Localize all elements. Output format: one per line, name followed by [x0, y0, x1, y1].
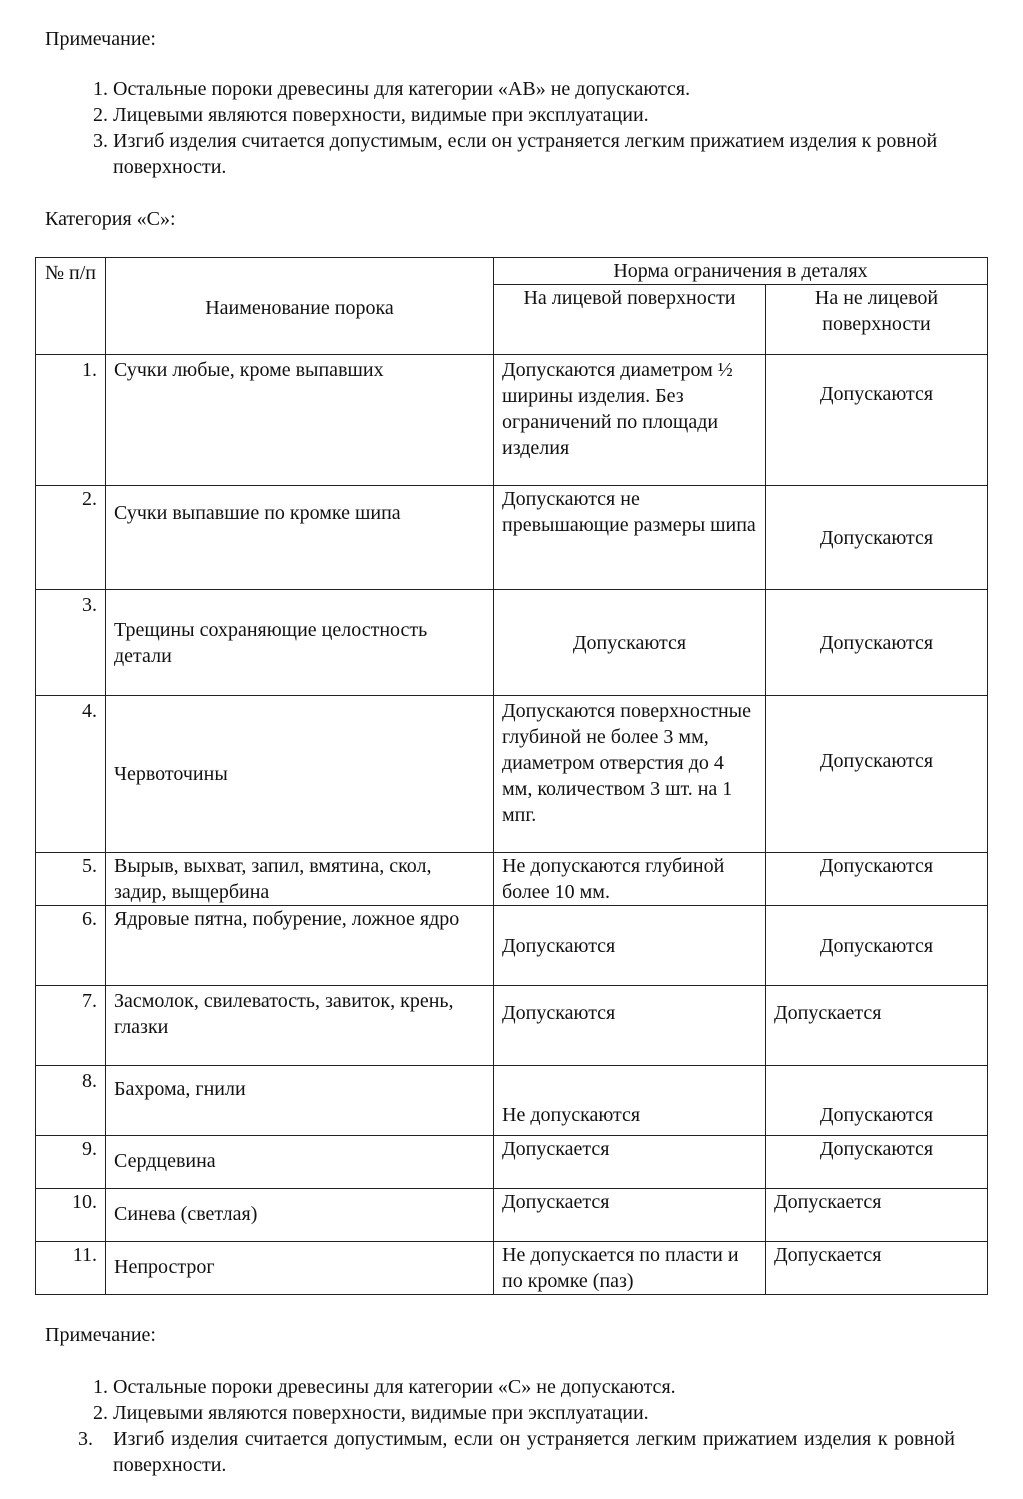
- row-num: 11.: [36, 1242, 106, 1295]
- row-face: Не допускаются глубиной более 10 мм.: [494, 853, 766, 906]
- row-face: Допускается: [494, 1189, 766, 1242]
- note-number: 1.: [93, 78, 108, 100]
- note-text: Изгиб изделия считается допустимым, если он устраняется легким прижатием изделия к ровной поверхности.: [113, 130, 938, 178]
- note-item: [45, 1374, 955, 1400]
- table-row: [36, 590, 988, 696]
- row-name: Бахрома, гнили: [106, 1066, 494, 1136]
- table-row: [36, 1136, 988, 1189]
- note-item: [45, 102, 965, 128]
- row-num: 5.: [36, 853, 106, 906]
- row-nonface: Допускаются: [766, 1136, 988, 1189]
- row-name: Ядровые пятна, побурение, ложное ядро: [106, 906, 494, 986]
- table-row: [36, 853, 988, 906]
- note-number: 2.: [93, 1402, 108, 1424]
- row-face: Допускаются диаметром ½ ширины изделия. Без ограничений по площади изделия: [494, 355, 766, 486]
- row-nonface: Допускается: [766, 1189, 988, 1242]
- note-item: [45, 128, 965, 180]
- note-title-bottom: Примечание:: [45, 1324, 156, 1346]
- table-row: [36, 906, 988, 986]
- note-text: Остальные пороки древесины для категории «С» не допускаются.: [113, 1376, 676, 1398]
- row-num: 7.: [36, 986, 106, 1066]
- row-face: Не допускается по пласти и по кромке (паз): [494, 1242, 766, 1295]
- table-row: [36, 355, 988, 486]
- row-num: 8.: [36, 1066, 106, 1136]
- row-name: Сердцевина: [106, 1136, 494, 1189]
- note-item: [45, 76, 965, 102]
- header-num: № п/п: [36, 258, 106, 355]
- note-number: 3.: [78, 1428, 93, 1450]
- row-num: 6.: [36, 906, 106, 986]
- note-number: 3.: [93, 130, 108, 152]
- row-face: Допускается: [494, 1136, 766, 1189]
- row-name: Червоточины: [106, 696, 494, 853]
- note-number: 2.: [93, 104, 108, 126]
- row-name: Вырыв, выхват, запил, вмятина, скол, задир, выщербина: [106, 853, 494, 906]
- table-row: [36, 1066, 988, 1136]
- row-num: 3.: [36, 590, 106, 696]
- row-face: Допускаются: [494, 590, 766, 696]
- note-text: Лицевыми являются поверхности, видимые при эксплуатации.: [113, 1402, 649, 1424]
- header-name: Наименование порока: [106, 258, 494, 355]
- table-row: [36, 1189, 988, 1242]
- note-text: Лицевыми являются поверхности, видимые при эксплуатации.: [113, 104, 649, 126]
- table-row: [36, 486, 988, 590]
- category-title: Категория «С»:: [45, 208, 176, 230]
- header-nonface: На не лицевой поверхности: [766, 285, 988, 355]
- row-nonface: Допускаются: [766, 590, 988, 696]
- row-name: Сучки выпавшие по кромке шипа: [106, 486, 494, 590]
- row-face: Допускаются не превышающие размеры шипа: [494, 486, 766, 590]
- row-nonface: Допускается: [766, 986, 988, 1066]
- row-face: Допускаются: [494, 906, 766, 986]
- row-num: 4.: [36, 696, 106, 853]
- row-nonface: Допускаются: [766, 355, 988, 486]
- row-num: 10.: [36, 1189, 106, 1242]
- row-name: Сучки любые, кроме выпавших: [106, 355, 494, 486]
- table-header-row: [36, 258, 988, 285]
- table-row: [36, 1242, 988, 1295]
- notes-list-bottom: [45, 1374, 955, 1478]
- header-norm: Норма ограничения в деталях: [494, 258, 988, 285]
- header-face: На лицевой поверхности: [494, 285, 766, 355]
- row-nonface: Допускаются: [766, 486, 988, 590]
- row-nonface: Допускаются: [766, 696, 988, 853]
- row-nonface: Допускаются: [766, 1066, 988, 1136]
- row-num: 2.: [36, 486, 106, 590]
- table-row: [36, 696, 988, 853]
- note-text: Остальные пороки древесины для категории «АВ» не допускаются.: [113, 78, 691, 100]
- note-item: [45, 1400, 955, 1426]
- row-nonface: Допускается: [766, 1242, 988, 1295]
- row-face: Допускаются: [494, 986, 766, 1066]
- note-number: 1.: [93, 1376, 108, 1398]
- notes-list-top: [45, 76, 965, 180]
- row-face: Не допускаются: [494, 1066, 766, 1136]
- row-nonface: Допускаются: [766, 906, 988, 986]
- row-nonface: Допускаются: [766, 853, 988, 906]
- row-num: 9.: [36, 1136, 106, 1189]
- row-name: Трещины сохраняющие целостность детали: [106, 590, 494, 696]
- note-item: [45, 1426, 955, 1478]
- note-title-top: Примечание:: [45, 28, 156, 50]
- defects-table: [35, 257, 988, 1295]
- row-face: Допускаются поверхностные глубиной не более 3 мм, диаметром отверстия до 4 мм, количеством 3 шт. на 1 мпг.: [494, 696, 766, 853]
- note-text: Изгиб изделия считается допустимым, если он устраняется легким прижатием изделия к ровной поверхности.: [113, 1428, 955, 1476]
- row-name: Засмолок, свилеватость, завиток, крень, глазки: [106, 986, 494, 1066]
- table-row: [36, 986, 988, 1066]
- row-name: Непрострог: [106, 1242, 494, 1295]
- row-name: Синева (светлая): [106, 1189, 494, 1242]
- row-num: 1.: [36, 355, 106, 486]
